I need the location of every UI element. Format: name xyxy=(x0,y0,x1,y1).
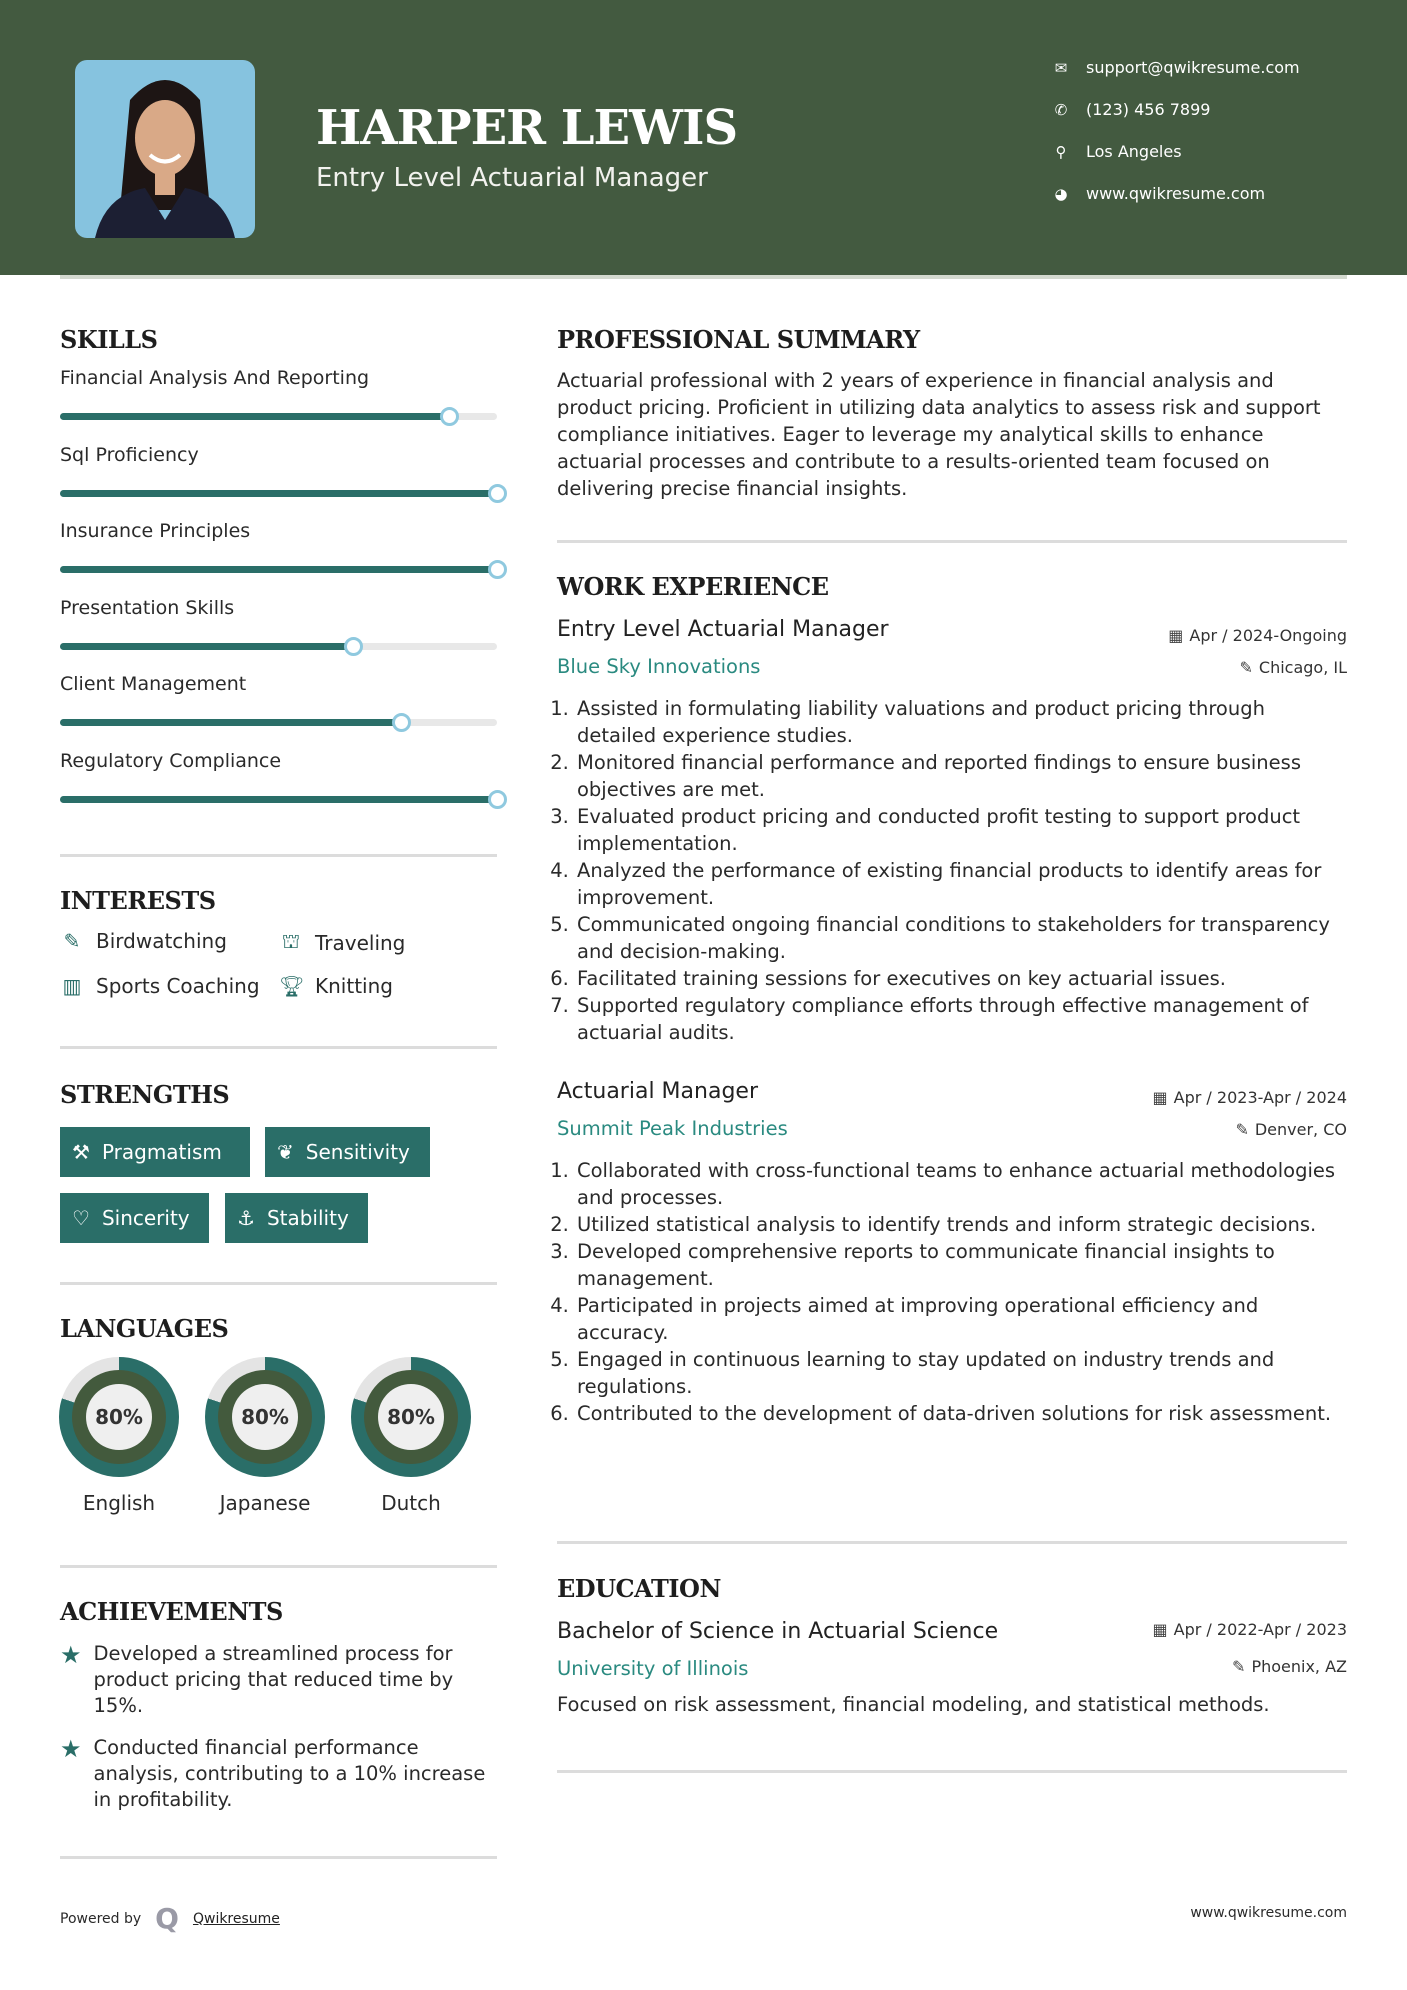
education-heading: EDUCATION xyxy=(557,1574,721,1603)
interest-label: Sports Coaching xyxy=(96,974,260,998)
section-divider xyxy=(557,1541,1347,1544)
binoculars-icon: ⛫ xyxy=(281,929,301,953)
interest-label: Knitting xyxy=(315,974,393,998)
job-bullet: 2. Utilized statistical analysis to identify trends and inform strategic decisions. xyxy=(575,1211,1347,1238)
footer-powered-by xyxy=(60,1902,280,1935)
strength-badge xyxy=(265,1127,430,1177)
dates-text: Apr / 2024-Ongoing xyxy=(1189,626,1347,645)
language-label: English xyxy=(82,1491,156,1515)
strength-badge xyxy=(60,1193,209,1243)
job-dates xyxy=(1168,626,1347,645)
language-percent: 80% xyxy=(232,1384,298,1450)
language-ring xyxy=(351,1357,471,1477)
section-divider xyxy=(60,1046,497,1049)
language-item xyxy=(205,1357,325,1515)
skill-bar-fill xyxy=(60,796,497,803)
summary-text: Actuarial professional with 2 years of experience in financial analysis and product pricing. Proficient in utilizing data analytics to assess risk and support compliance initiatives. Eager to leverage my analytical skills to enhance actuarial processes and contribute to a results-oriented team focused on delivering precise financial insights. xyxy=(557,369,1321,500)
languages-heading: LANGUAGES xyxy=(60,1314,229,1343)
dates-text: Apr / 2022-Apr / 2023 xyxy=(1173,1620,1347,1639)
summary-heading: PROFESSIONAL SUMMARY xyxy=(557,325,920,354)
strength-label: Pragmatism xyxy=(101,1140,222,1164)
contact-website[interactable] xyxy=(1052,184,1265,203)
pin-icon: ✎ xyxy=(1235,1120,1249,1139)
qwikresume-logo-icon: Q xyxy=(155,1902,179,1935)
strength-badge xyxy=(60,1127,250,1177)
contact-location xyxy=(1052,142,1182,161)
job-bullet: 3. Evaluated product pricing and conducted profit testing to support product implementation. xyxy=(575,803,1347,857)
section-divider xyxy=(557,540,1347,543)
skill-bar-fill xyxy=(60,643,353,650)
contact-phone[interactable] xyxy=(1052,100,1210,119)
job-title: Entry Level Actuarial Manager xyxy=(557,617,889,642)
skill-bar-knob xyxy=(344,637,363,656)
interest-label: Birdwatching xyxy=(96,929,227,953)
phone-icon: ✆ xyxy=(1054,100,1068,119)
skill-label: Financial Analysis And Reporting xyxy=(60,367,370,389)
pin-icon: ✎ xyxy=(1232,1657,1246,1676)
strength-badge xyxy=(225,1193,368,1243)
trophy-icon: 🏆︎ xyxy=(279,974,305,998)
location-text: Denver, CO xyxy=(1254,1120,1347,1139)
dates-text: Apr / 2023-Apr / 2024 xyxy=(1173,1088,1347,1107)
education-dates xyxy=(1153,1620,1347,1639)
contact-email[interactable] xyxy=(1052,58,1300,77)
job-bullet: 4. Analyzed the performance of existing financial products to identify areas for improvement. xyxy=(575,857,1347,911)
header-divider xyxy=(60,275,1347,279)
job-bullet: 6. Contributed to the development of data-driven solutions for risk assessment. xyxy=(575,1400,1347,1427)
contact-text: Los Angeles xyxy=(1086,142,1182,161)
skill-bar-knob xyxy=(488,790,507,809)
experience-heading: WORK EXPERIENCE xyxy=(557,572,829,601)
skill-bar-fill xyxy=(60,566,497,573)
candidate-name: HARPER LEWIS xyxy=(316,100,738,156)
section-divider xyxy=(60,1565,497,1568)
skill-label: Regulatory Compliance xyxy=(60,749,282,772)
language-label: Dutch xyxy=(381,1491,441,1515)
language-label: Japanese xyxy=(219,1491,311,1515)
achievement-item xyxy=(60,1641,500,1719)
skill-bar-knob xyxy=(440,407,459,426)
profile-photo xyxy=(75,60,255,238)
skill-bar xyxy=(60,566,497,573)
job-bullet: 2. Monitored financial performance and reported findings to ensure business objectives are met. xyxy=(575,749,1347,803)
envelope-icon: ✉ xyxy=(1054,58,1068,77)
job-bullet: 1. Collaborated with cross-functional teams to enhance actuarial methodologies and processes. xyxy=(575,1157,1347,1211)
job-location xyxy=(1235,1120,1347,1139)
job-title: Actuarial Manager xyxy=(557,1079,758,1104)
job-bullets xyxy=(557,695,1347,1046)
education-location xyxy=(1232,1657,1347,1676)
map-marker-icon: ⚲ xyxy=(1055,142,1067,161)
section-divider xyxy=(60,1856,497,1859)
language-item xyxy=(59,1357,179,1515)
footer-url[interactable]: www.qwikresume.com xyxy=(1190,1905,1347,1921)
skill-bar xyxy=(60,796,497,803)
leaf-icon: ❦ xyxy=(277,1140,294,1164)
achievements-heading: ACHIEVEMENTS xyxy=(60,1597,283,1626)
contact-text: www.qwikresume.com xyxy=(1086,184,1266,203)
skill-bar-fill xyxy=(60,413,449,420)
strength-label: Sensitivity xyxy=(305,1140,410,1164)
job-dates xyxy=(1153,1088,1347,1107)
skill-bar-knob xyxy=(488,484,507,503)
location-text: Chicago, IL xyxy=(1258,658,1347,677)
job-location xyxy=(1239,658,1347,677)
section-divider xyxy=(557,1770,1347,1773)
language-item xyxy=(351,1357,471,1515)
skill-label: Sql Proficiency xyxy=(60,443,199,466)
interest-item xyxy=(60,974,260,998)
calendar-icon: ▦ xyxy=(1168,626,1184,645)
interest-item xyxy=(60,929,227,953)
skill-bar xyxy=(60,719,497,726)
gavel-icon: ⚒ xyxy=(72,1140,90,1164)
degree-title: Bachelor of Science in Actuarial Science xyxy=(557,1619,999,1644)
company-name: Blue Sky Innovations xyxy=(557,655,761,678)
skill-bar-fill xyxy=(60,719,401,726)
strength-label: Sincerity xyxy=(101,1206,190,1230)
globe-icon: ◕ xyxy=(1054,184,1068,203)
achievement-text: Conducted financial performance analysis, contributing to a 10% increase in profitability. xyxy=(93,1736,486,1811)
language-percent: 80% xyxy=(378,1384,444,1450)
achievement-text: Developed a streamlined process for product pricing that reduced time by 15%. xyxy=(93,1642,454,1717)
calendar-icon: ▦ xyxy=(1152,1620,1168,1639)
skill-bar xyxy=(60,490,497,497)
interest-item xyxy=(279,974,393,998)
calendar-icon: ▦ xyxy=(1152,1088,1168,1107)
skill-label: Client Management xyxy=(60,673,247,695)
company-name: Summit Peak Industries xyxy=(557,1117,788,1140)
strengths-heading: STRENGTHS xyxy=(60,1080,230,1109)
language-ring xyxy=(205,1357,325,1477)
pin-icon: ✎ xyxy=(1239,658,1253,677)
language-percent: 80% xyxy=(86,1384,152,1450)
education-description: Focused on risk assessment, financial modeling, and statistical methods. xyxy=(557,1693,1270,1716)
job-bullets xyxy=(557,1157,1347,1427)
heart-icon: ♡ xyxy=(72,1206,90,1230)
skill-label: Presentation Skills xyxy=(60,596,235,619)
job-bullet: 7. Supported regulatory compliance efforts through effective management of actuarial audits. xyxy=(575,992,1347,1046)
contact-text: support@qwikresume.com xyxy=(1086,58,1300,77)
anchor-icon: ⚓ xyxy=(237,1206,255,1230)
powered-by-text: Powered by xyxy=(60,1910,142,1927)
job-bullet: 4. Participated in projects aimed at improving operational efficiency and accuracy. xyxy=(575,1292,1347,1346)
interest-label: Traveling xyxy=(315,930,406,955)
strength-label: Stability xyxy=(266,1206,349,1230)
star-icon: ★ xyxy=(60,1641,82,1669)
briefcase-icon: ▥ xyxy=(62,974,82,998)
skill-bar xyxy=(60,413,497,420)
location-text: Phoenix, AZ xyxy=(1251,1657,1347,1676)
achievement-item xyxy=(60,1735,500,1813)
skills-heading: SKILLS xyxy=(60,325,158,354)
edit-icon: ✎ xyxy=(63,929,81,953)
candidate-title: Entry Level Actuarial Manager xyxy=(316,163,708,193)
qwikresume-link[interactable]: Qwikresume xyxy=(192,1910,280,1927)
star-icon: ★ xyxy=(60,1735,82,1763)
skill-bar-knob xyxy=(488,560,507,579)
skill-bar-knob xyxy=(392,713,411,732)
job-bullet: 5. Engaged in continuous learning to stay updated on industry trends and regulations. xyxy=(575,1346,1347,1400)
job-bullet: 1. Assisted in formulating liability valuations and product pricing through detailed experience studies. xyxy=(575,695,1347,749)
skill-bar-fill xyxy=(60,490,497,497)
school-name: University of Illinois xyxy=(557,1657,749,1680)
section-divider xyxy=(60,854,497,857)
skill-bar xyxy=(60,643,497,650)
job-bullet: 6. Facilitated training sessions for executives on key actuarial issues. xyxy=(575,965,1347,992)
job-bullet: 3. Developed comprehensive reports to communicate financial insights to management. xyxy=(575,1238,1347,1292)
interests-heading: INTERESTS xyxy=(60,886,216,915)
contact-text: (123) 456 7899 xyxy=(1086,100,1211,119)
section-divider xyxy=(60,1282,497,1285)
job-bullet: 5. Communicated ongoing financial conditions to stakeholders for transparency and decision-making. xyxy=(575,911,1347,965)
interest-item xyxy=(279,929,405,956)
skill-label: Insurance Principles xyxy=(60,520,251,542)
language-ring xyxy=(59,1357,179,1477)
